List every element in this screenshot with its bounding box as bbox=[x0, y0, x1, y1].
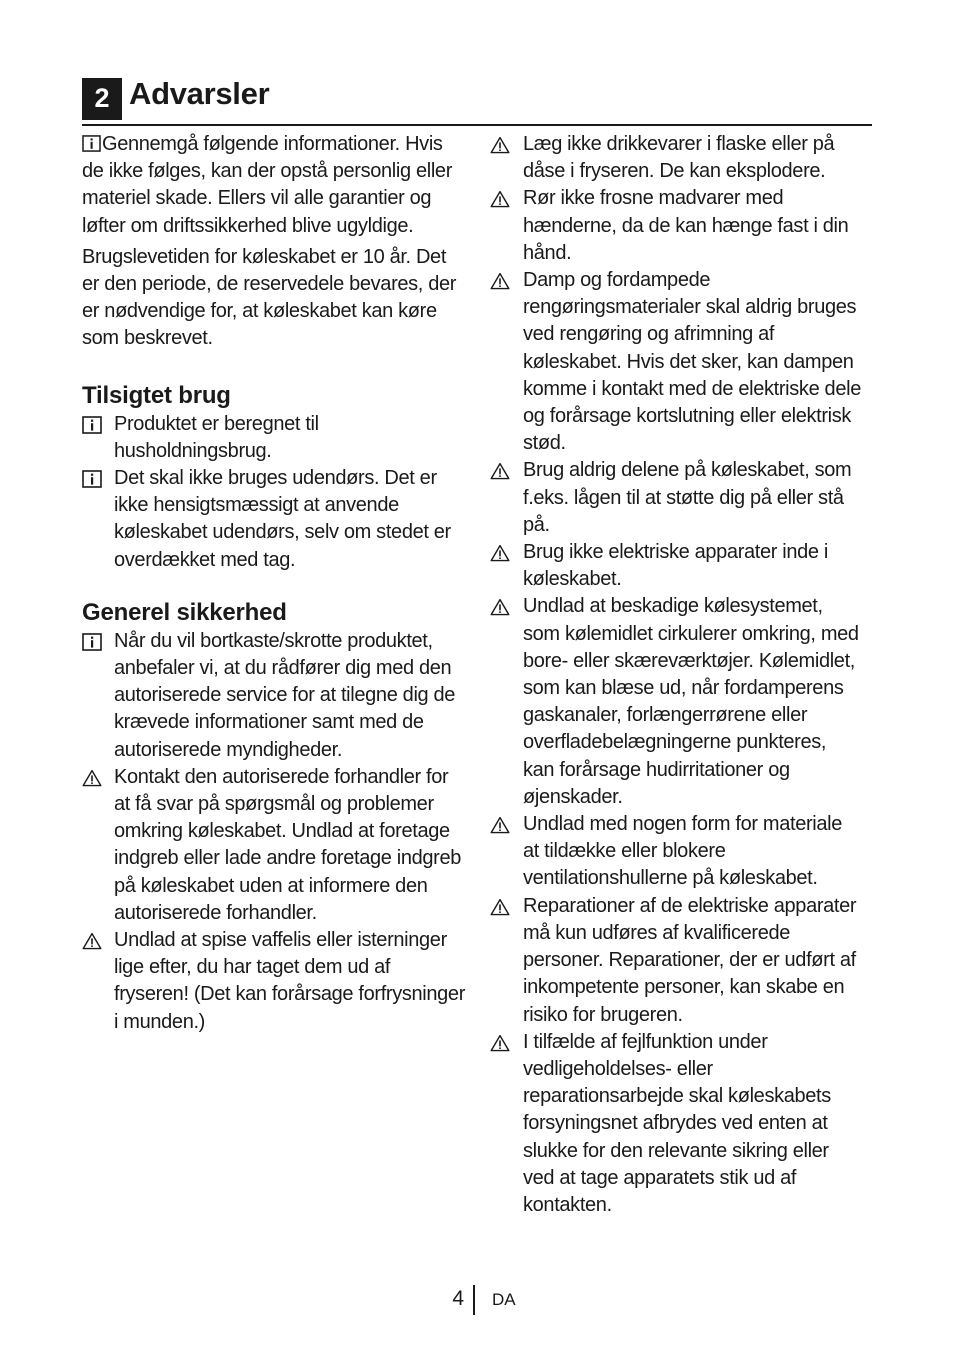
list-item-text: Kontakt den autoriserede forhandler for at få svar på spørgsmål og problemer omkring køleskabet. Undlad at foretage indgreb eller lade andre foretage indgreb på køleskabet uden at informere den autoriserede forhandler. bbox=[114, 765, 462, 924]
list-item bbox=[490, 539, 862, 593]
footer-divider bbox=[473, 1285, 475, 1315]
list-item-text: Brug aldrig delene på køleskabet, som f.eks. lågen til at støtte dig på eller stå på. bbox=[523, 459, 852, 536]
list-item bbox=[82, 764, 467, 927]
intro-text: Gennemgå følgende informationer. Hvis de ikke følges, kan der opstå personlig eller materiel skade. Ellers vil alle garantier og løfter om driftssikkerhed blive ugyldige. bbox=[82, 133, 453, 237]
list-item bbox=[82, 411, 467, 465]
list-item bbox=[490, 185, 862, 267]
warning-icon bbox=[490, 136, 510, 154]
warning-icon bbox=[490, 1034, 510, 1052]
section-heading-general-safety: Generel sikkerhed bbox=[82, 598, 287, 626]
language-code: DA bbox=[492, 1290, 516, 1309]
warning-icon bbox=[490, 190, 510, 208]
general-safety-list-continued bbox=[490, 131, 862, 1219]
list-item-text: Når du vil bortkaste/skrotte produktet, anbefaler vi, at du rådfører dig med den autoriserede service for at tilegne dig de krævede informationer samt med de autoriserede myndigheder. bbox=[114, 629, 456, 761]
chapter-header bbox=[82, 76, 872, 126]
info-icon bbox=[82, 470, 102, 488]
list-item-text: Reparationer af de elektriske apparater må kun udføres af kvalificerede personer. Reparationer, der er udført af inkompetente personer, kan skabe en risiko for brugeren. bbox=[523, 894, 857, 1026]
list-item bbox=[82, 927, 467, 1036]
warning-icon bbox=[490, 272, 510, 290]
list-item-text: Undlad med nogen form for materiale at tildække eller blokere ventilationshullerne på køleskabet. bbox=[523, 813, 843, 890]
warning-icon bbox=[490, 898, 510, 916]
list-item-text: Damp og fordampede rengøringsmaterialer skal aldrig bruges ved rengøring og afrimning af køleskabet. Hvis det sker, kan dampen komme i kontakt med de elektriske dele og forårsage kortslutning eller elektrisk stød. bbox=[523, 269, 861, 455]
list-item-text: Undlad at beskadige kølesystemet, som kølemidlet cirkulerer omkring, med bore- eller skæreværktøjer. Kølemidlet, som kan blæse ud, når fordamperens gaskanaler, forlængerrørene eller overfladebelægningerne punkteres, kan forårsage hudirritationer og øjenskader. bbox=[523, 595, 859, 808]
intro-paragraph bbox=[82, 131, 467, 240]
right-column bbox=[490, 131, 862, 1219]
section-heading-intended-use: Tilsigtet brug bbox=[82, 381, 231, 409]
info-icon bbox=[82, 135, 101, 152]
chapter-number: 2 bbox=[82, 78, 122, 120]
info-icon bbox=[82, 416, 102, 434]
list-item-text: Læg ikke drikkevarer i flaske eller på dåse i fryseren. De kan eksplodere. bbox=[523, 133, 835, 183]
warning-icon bbox=[82, 769, 102, 787]
warning-icon bbox=[490, 544, 510, 562]
warning-icon bbox=[82, 932, 102, 950]
intended-use-list bbox=[82, 411, 467, 574]
page-footer bbox=[0, 1285, 954, 1315]
list-item bbox=[490, 593, 862, 811]
list-item bbox=[490, 893, 862, 1029]
lifetime-paragraph: Brugslevetiden for køleskabet er 10 år. Det er den periode, de reservedele bevares, der er nødvendige for, at køleskabet kan køre som beskrevet. bbox=[82, 245, 457, 350]
list-item bbox=[490, 457, 862, 539]
list-item bbox=[490, 1029, 862, 1219]
warning-icon bbox=[490, 462, 510, 480]
list-item-text: Det skal ikke bruges udendørs. Det er ikke hensigtsmæssigt at anvende køleskabet udendørs, selv om stedet er overdækket med tag. bbox=[114, 467, 451, 571]
page-number: 4 bbox=[452, 1287, 464, 1310]
list-item-text: Brug ikke elektriske apparater inde i køleskabet. bbox=[523, 541, 828, 591]
warning-icon bbox=[490, 598, 510, 616]
list-item-text: Undlad at spise vaffelis eller isterninger lige efter, du har taget dem ud af fryseren! (Det kan forårsage forfrysninger i munden.) bbox=[114, 929, 466, 1033]
list-item bbox=[490, 811, 862, 893]
list-item-text: Produktet er beregnet til husholdningsbrug. bbox=[114, 412, 319, 462]
list-item bbox=[490, 131, 862, 185]
list-item bbox=[82, 628, 467, 764]
info-icon bbox=[82, 633, 102, 651]
list-item-text: Rør ikke frosne madvarer med hænderne, da de kan hænge fast i din hånd. bbox=[523, 187, 849, 264]
list-item bbox=[490, 267, 862, 457]
chapter-title: Advarsler bbox=[129, 76, 270, 111]
list-item bbox=[82, 465, 467, 574]
list-item-text: I tilfælde af fejlfunktion under vedligeholdelses- eller reparationsarbejde skal køleskabets forsyningsnet afbrydes ved enten at slukke for den relevante sikring eller ved at tage apparatets stik ud af kontakten. bbox=[523, 1030, 831, 1216]
left-column bbox=[82, 131, 467, 1036]
general-safety-list bbox=[82, 628, 467, 1036]
warning-icon bbox=[490, 816, 510, 834]
